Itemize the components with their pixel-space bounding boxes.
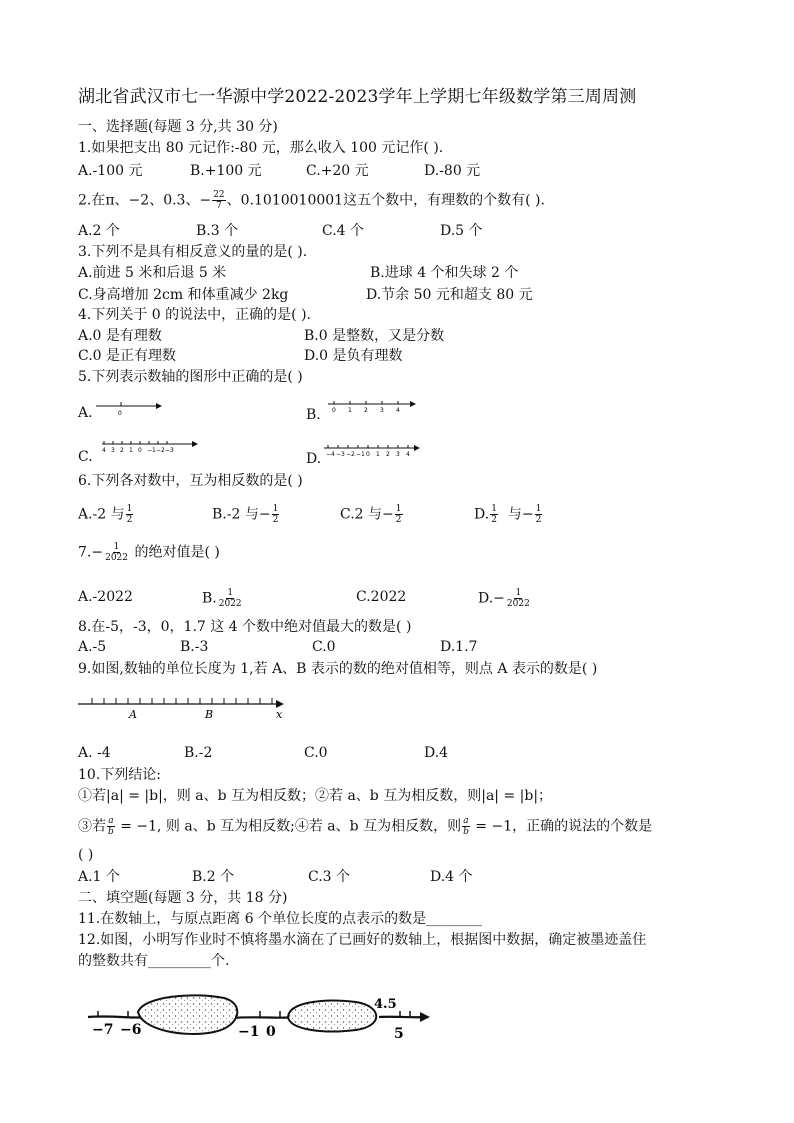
q2-option-a: A.2 个 (78, 223, 120, 239)
q5-option-a: A. (78, 405, 93, 421)
q5-axis-b (328, 398, 418, 418)
q9-stem: 9.如图,数轴的单位长度为 1,若 A、B 表示的数的绝对值相等，则点 A 表示的数是( ) (78, 661, 598, 677)
q12-label-neg7: −7 (92, 1022, 114, 1038)
q6-option-d: D. $\frac{1}{2}$ 与− $\frac{1}{2}$ (474, 504, 542, 525)
axis-tick-label: 4 (406, 451, 410, 458)
axis-tick-label: 2 (386, 451, 390, 458)
q3-option-d: D.节余 50 元和超支 80 元 (366, 287, 533, 303)
section-1-heading: 一、选择题(每题 3 分,共 30 分) (78, 119, 278, 135)
page-title: 湖北省武汉市七一华源中学2022-2023学年上学期七年级数学第三周周测 (78, 87, 637, 107)
q8-option-a: A.-5 (78, 639, 107, 655)
axis-tick-label: 4 (102, 447, 106, 454)
q10-stem: 10.下列结论: (78, 767, 161, 783)
q1-option-a: A.-100 元 (78, 163, 143, 179)
axis-tick-label: −1 (356, 451, 365, 458)
q5-axis-a-tick: 0 (118, 410, 122, 417)
q5-option-b: B. (306, 407, 321, 423)
q5-axis-a (96, 398, 166, 418)
axis-tick-label: 1 (376, 451, 380, 458)
q6-option-b: B.-2 与− $\frac{1}{2}$ (212, 504, 279, 525)
axis-tick-label: 0 (138, 447, 142, 454)
q1-option-c: C.+20 元 (306, 163, 369, 179)
q1-stem: 1.如果把支出 80 元记作:-80 元，那么收入 100 元记作( ). (78, 140, 444, 156)
q5-axis-c (98, 438, 198, 458)
q12-label-neg6: −6 (120, 1022, 142, 1038)
q3-stem: 3.下列不是具有相反意义的量的是( ). (78, 244, 308, 260)
q10-line-3: ( ) (78, 847, 94, 863)
q2-option-d: D.5 个 (440, 223, 483, 239)
axis-tick-label: −3 (336, 451, 345, 458)
q1-option-d: D.-80 元 (424, 163, 481, 179)
q9-option-a: A. -4 (78, 745, 111, 761)
q2-option-c: C.4 个 (322, 223, 365, 239)
axis-tick-label: 3 (396, 451, 400, 458)
q8-option-b: B.-3 (180, 639, 209, 655)
q10-option-b: B.2 个 (192, 869, 235, 885)
q12-label-4-5: 4.5 (374, 997, 397, 1012)
axis-tick-label: −4 (326, 451, 335, 458)
q7-option-a: A.-2022 (78, 589, 133, 605)
q12-label-0: 0 (266, 1024, 276, 1040)
axis-tick-label: 3 (380, 407, 384, 414)
q7-stem: 7.− $\frac{1}{2022}$ 的绝对值是( ) (78, 542, 220, 563)
section-2-heading: 二、填空题(每题 3 分，共 18 分) (78, 890, 288, 906)
q12-line-2: 的整数共有_________个. (78, 953, 230, 969)
q5-option-c: C. (78, 449, 93, 465)
q11-stem: 11.在数轴上，与原点距离 6 个单位长度的点表示的数是________ (78, 911, 483, 927)
axis-tick-label: 2 (364, 407, 368, 414)
q10-line-2: ③若 $\frac{a}{b}$ = −1, 则 a、b 互为相反数;④若 a、b 互为相反数，则 $\frac{a}{b}$ = −1，正确的说法的个数是 (78, 816, 653, 837)
q3-option-c: C.身高增加 2cm 和体重减少 2kg (78, 287, 289, 303)
q6-option-a: A.-2 与 $\frac{1}{2}$ (78, 504, 133, 525)
axis-tick-label: 1 (348, 407, 352, 414)
q5-stem: 5.下列表示数轴的图形中正确的是( ) (78, 369, 303, 385)
q8-option-d: D.1.7 (440, 639, 478, 655)
q7-option-c: C.2022 (356, 589, 407, 605)
axis-tick-label: 0 (366, 451, 370, 458)
q9-axis-x-label: x (276, 708, 283, 721)
q2-fraction: $\frac{22}{7}$ (213, 190, 225, 211)
axis-tick-label: 2 (120, 447, 124, 454)
q5-axis-d (322, 442, 422, 462)
q9-option-c: C.0 (304, 745, 328, 761)
q2-stem: 2.在π、−2、0.3、− $\frac{22}{7}$ 、0.1010010001这五个数中，有理数的个数有( ). (78, 190, 545, 211)
q4-stem: 4.下列关于 0 的说法中，正确的是( ). (78, 307, 311, 323)
q4-option-c: C.0 是正有理数 (78, 348, 177, 364)
q12-line-1: 12.如图，小明写作业时不慎将墨水滴在了已画好的数轴上，根据图中数据，确定被墨迹盖住 (78, 932, 647, 948)
q7-option-d: D.− $\frac{1}{2022}$ (478, 588, 530, 609)
q9-number-line (78, 694, 298, 724)
q6-option-c: C.2 与− $\frac{1}{2}$ (340, 504, 402, 525)
q9-point-a-label: A (129, 708, 137, 721)
q2-option-b: B.3 个 (196, 223, 239, 239)
axis-tick-label: 4 (396, 407, 400, 414)
axis-tick-label: −2 (156, 447, 165, 454)
q10-option-a: A.1 个 (78, 869, 120, 885)
q3-option-b: B.进球 4 个和失球 2 个 (370, 265, 519, 281)
q4-option-d: D.0 是负有理数 (304, 348, 403, 364)
q9-option-d: D.4 (424, 745, 449, 761)
q12-label-neg1: −1 (238, 1024, 260, 1040)
q9-point-b-label: B (205, 708, 214, 721)
q12-ink-number-line (84, 990, 434, 1050)
axis-tick-label: 3 (111, 447, 115, 454)
axis-tick-label: 0 (332, 407, 336, 414)
q1-option-b: B.+100 元 (190, 163, 262, 179)
axis-tick-label: −1 (147, 447, 156, 454)
q10-option-c: C.3 个 (308, 869, 351, 885)
q5-option-d: D. (306, 451, 322, 467)
q12-label-5: 5 (394, 1026, 404, 1042)
q4-option-a: A.0 是有理数 (78, 328, 162, 344)
axis-tick-label: −3 (165, 447, 174, 454)
q4-option-b: B.0 是整数，又是分数 (304, 328, 445, 344)
q10-option-d: D.4 个 (430, 869, 473, 885)
q3-option-a: A.前进 5 米和后退 5 米 (78, 265, 227, 281)
q10-line-1: ①若|a| = |b|，则 a、b 互为相反数；②若 a、b 互为相反数，则|a| = |b|； (78, 788, 553, 804)
q9-option-b: B.-2 (184, 745, 213, 761)
q6-stem: 6.下列各对数中，互为相反数的是( ) (78, 473, 303, 489)
axis-tick-label: −2 (346, 451, 355, 458)
q8-stem: 8.在-5，-3，0，1.7 这 4 个数中绝对值最大的数是( ) (78, 619, 412, 635)
q7-option-b: B. $\frac{1}{2022}$ (202, 588, 242, 609)
q8-option-c: C.0 (312, 639, 336, 655)
axis-tick-label: 1 (129, 447, 133, 454)
